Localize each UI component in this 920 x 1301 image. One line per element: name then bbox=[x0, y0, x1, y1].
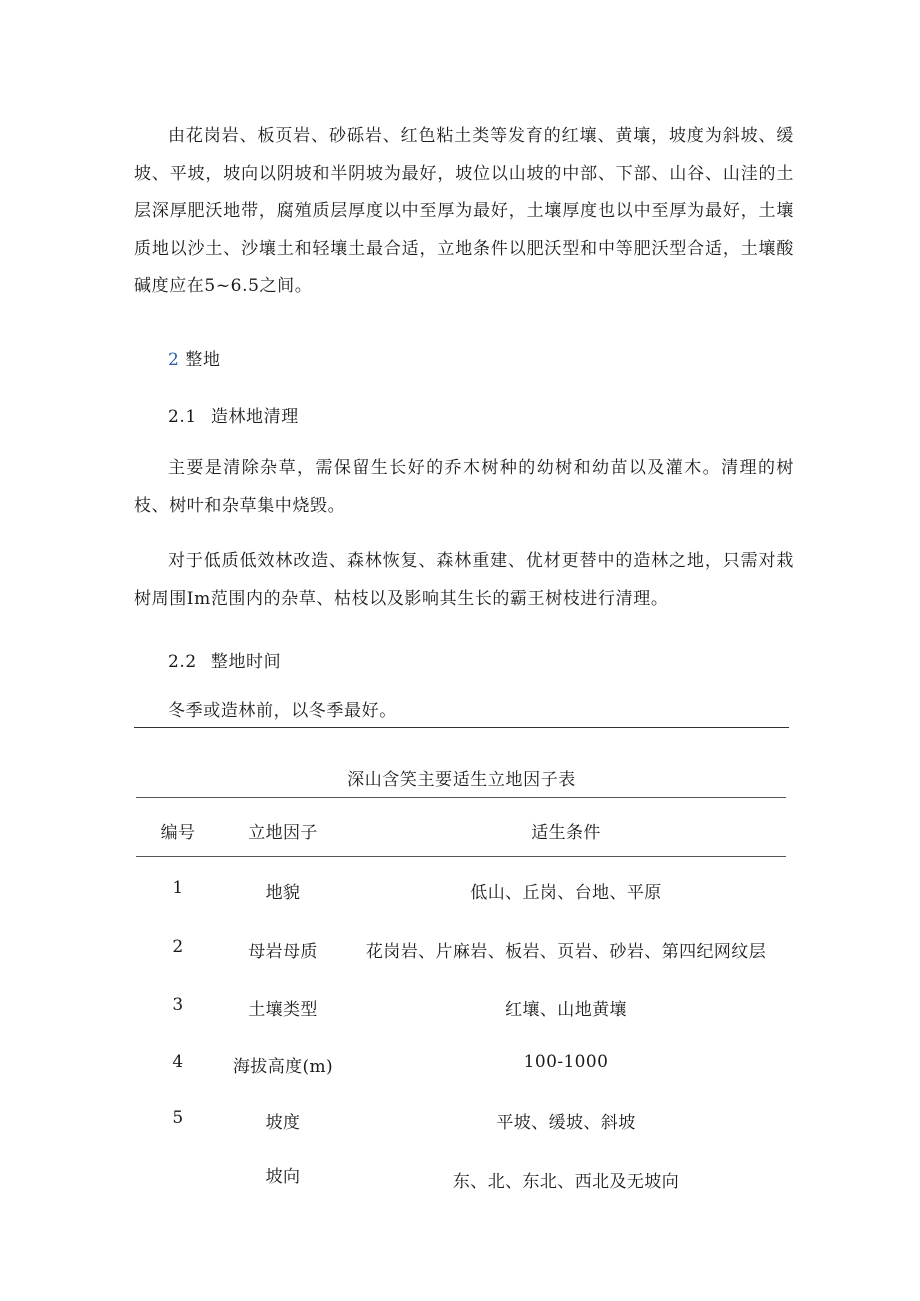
section-2-heading bbox=[168, 345, 221, 370]
row-condition: 红壤、山地黄壤 bbox=[505, 1000, 627, 1020]
section-2-2-title: 整地时间 bbox=[210, 652, 282, 672]
section-2-2-number: 2.2 bbox=[168, 652, 197, 672]
section-2-number: 2 bbox=[168, 350, 180, 370]
section-2-2-heading bbox=[168, 647, 281, 672]
page-divider bbox=[134, 727, 789, 728]
intro-paragraph: 由花岗岩、板页岩、砂砾岩、红色粘土类等发育的红壤、黄壤，坡度为斜坡、缓坡、平坡，坡向以阴坡和半阴坡为最好，坡位以山坡的中部、下部、山谷、山洼的土层深厚肥沃地带，腐殖质层厚度以中至厚为最好，土壤厚度也以中至厚为最好，土壤质地以沙土、沙壤土和轻壤土最合适，立地条件以肥沃型和中等肥沃型合适，土壤酸碱度应在5~6.5之间。 bbox=[134, 126, 794, 296]
row-no: 5 bbox=[172, 1108, 184, 1128]
row-factor: 坡度 bbox=[265, 1113, 301, 1133]
row-condition: 东、北、东北、西北及无坡向 bbox=[452, 1172, 680, 1192]
row-factor: 海拔高度(m) bbox=[232, 1057, 334, 1077]
table-top-rule bbox=[136, 797, 786, 798]
paragraph-2-1-b: 对于低质低效林改造、森林恢复、森林重建、优材更替中的造林之地，只需对栽树周围Im范围内的杂草、枯枝以及影响其生长的霸王树枝进行清理。 bbox=[134, 551, 794, 609]
section-2-1-heading bbox=[168, 402, 299, 427]
row-factor: 坡向 bbox=[265, 1167, 301, 1187]
row-no: 4 bbox=[172, 1052, 184, 1072]
paragraph-2-1-a: 主要是清除杂草，需保留生长好的乔木树种的幼树和幼苗以及灌木。清理的树枝、树叶和杂草集中烧毁。 bbox=[134, 458, 794, 516]
row-factor: 母岩母质 bbox=[248, 942, 318, 962]
row-no: 2 bbox=[172, 937, 184, 957]
section-2-1-title: 造林地清理 bbox=[210, 407, 299, 427]
row-condition: 花岗岩、片麻岩、板岩、页岩、砂岩、第四纪网纹层 bbox=[365, 942, 767, 962]
table-title: 深山含笑主要适生立地因子表 bbox=[347, 770, 576, 790]
table-header-rule bbox=[136, 856, 786, 857]
paragraph-2-2: 冬季或造林前，以冬季最好。 bbox=[168, 701, 397, 721]
header-no: 编号 bbox=[160, 823, 196, 843]
section-2-title: 整地 bbox=[185, 350, 221, 370]
section-2-1-number: 2.1 bbox=[168, 407, 197, 427]
row-no: 3 bbox=[172, 995, 184, 1015]
row-no: 1 bbox=[172, 878, 184, 898]
row-factor: 土壤类型 bbox=[248, 1000, 318, 1020]
row-condition: 低山、丘岗、台地、平原 bbox=[470, 883, 662, 903]
row-condition: 平坡、缓坡、斜坡 bbox=[496, 1113, 636, 1133]
header-condition: 适生条件 bbox=[531, 823, 601, 843]
row-factor: 地貌 bbox=[265, 883, 301, 903]
header-factor: 立地因子 bbox=[248, 823, 318, 843]
row-condition: 100-1000 bbox=[523, 1052, 609, 1072]
